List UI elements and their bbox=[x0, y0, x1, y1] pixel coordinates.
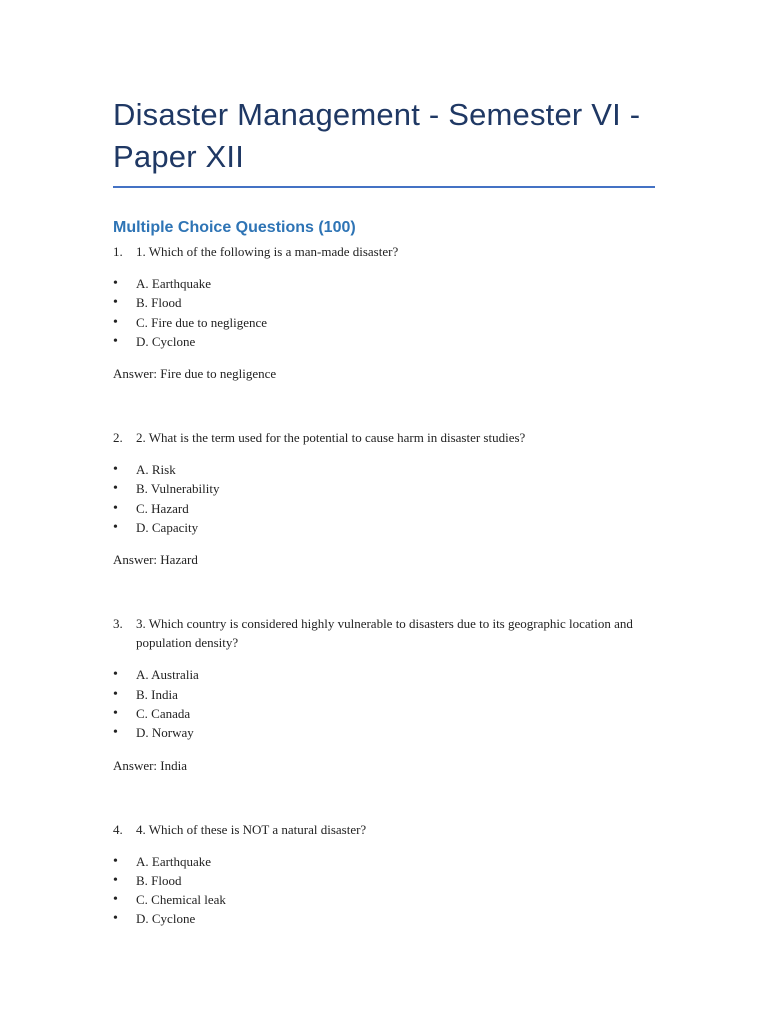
option-item bbox=[113, 460, 656, 479]
title-underline-divider bbox=[113, 186, 655, 188]
option-item bbox=[113, 723, 656, 742]
question-text-line bbox=[113, 428, 656, 447]
question-list-number: 1. bbox=[113, 244, 123, 259]
option-item bbox=[113, 909, 656, 928]
option-item bbox=[113, 499, 656, 518]
option-text: B. Flood bbox=[136, 295, 182, 311]
option-text: D. Cyclone bbox=[136, 911, 196, 927]
question-text: 3. Which country is considered highly vulnerable to disasters due to its geographic location and population density? bbox=[136, 616, 633, 651]
bullet-icon: • bbox=[113, 500, 118, 516]
question-text-line bbox=[113, 242, 656, 261]
bullet-icon: • bbox=[113, 705, 118, 721]
option-item bbox=[113, 274, 656, 293]
answer-text: Answer: Fire due to negligence bbox=[113, 366, 277, 382]
question-text-line bbox=[113, 614, 656, 652]
section-heading: Multiple Choice Questions (100) bbox=[113, 219, 356, 236]
option-item bbox=[113, 518, 656, 537]
option-item bbox=[113, 890, 656, 909]
option-text: B. India bbox=[136, 686, 178, 702]
bullet-icon: • bbox=[113, 667, 118, 683]
document-title: Disaster Management - Semester VI - Paper XII bbox=[113, 97, 641, 174]
bullet-icon: • bbox=[113, 911, 118, 927]
option-item bbox=[113, 293, 656, 312]
bullet-icon: • bbox=[113, 872, 118, 888]
option-text: B. Vulnerability bbox=[136, 481, 220, 497]
bullet-icon: • bbox=[113, 481, 118, 497]
bullet-icon: • bbox=[113, 333, 118, 349]
question-text: 4. Which of these is NOT a natural disaster? bbox=[136, 821, 367, 837]
document-page bbox=[113, 0, 656, 929]
option-text: A. Risk bbox=[136, 462, 176, 478]
option-text: A. Earthquake bbox=[136, 853, 212, 869]
option-text: D. Capacity bbox=[136, 520, 199, 536]
question-list-number: 2. bbox=[113, 430, 123, 446]
bullet-icon: • bbox=[113, 892, 118, 908]
option-text: D. Norway bbox=[136, 725, 194, 741]
option-item bbox=[113, 313, 656, 332]
bullet-icon: • bbox=[113, 520, 118, 536]
bullet-icon: • bbox=[113, 725, 118, 741]
option-item bbox=[113, 852, 656, 871]
option-text: C. Fire due to negligence bbox=[136, 314, 268, 330]
question-list-number: 3. bbox=[113, 616, 123, 632]
question-text: 1. Which of the following is a man-made disaster? bbox=[136, 244, 399, 259]
option-item bbox=[113, 704, 656, 723]
option-text: A. Australia bbox=[136, 667, 199, 683]
bullet-icon: • bbox=[113, 462, 118, 478]
bullet-icon: • bbox=[113, 314, 118, 330]
option-text: B. Flood bbox=[136, 872, 182, 888]
answer-text: Answer: India bbox=[113, 757, 188, 773]
question-4 bbox=[113, 820, 656, 929]
option-item bbox=[113, 685, 656, 704]
option-list bbox=[113, 665, 656, 742]
option-text: C. Canada bbox=[136, 705, 191, 721]
bullet-icon: • bbox=[113, 295, 118, 311]
bullet-icon: • bbox=[113, 276, 118, 291]
option-item bbox=[113, 479, 656, 498]
question-list-number: 4. bbox=[113, 821, 123, 837]
option-text: C. Chemical leak bbox=[136, 892, 226, 908]
bullet-icon: • bbox=[113, 686, 118, 702]
question-3 bbox=[113, 614, 656, 774]
option-list bbox=[113, 852, 656, 929]
answer-text: Answer: Hazard bbox=[113, 552, 198, 568]
question-1 bbox=[113, 242, 656, 383]
option-item bbox=[113, 665, 656, 684]
option-text: C. Hazard bbox=[136, 500, 189, 516]
option-list bbox=[113, 274, 656, 351]
question-2 bbox=[113, 428, 656, 569]
option-item bbox=[113, 332, 656, 351]
option-text: A. Earthquake bbox=[136, 276, 212, 291]
option-text: D. Cyclone bbox=[136, 333, 196, 349]
question-text-line bbox=[113, 820, 656, 839]
question-text: 2. What is the term used for the potential to cause harm in disaster studies? bbox=[136, 430, 526, 446]
option-list bbox=[113, 460, 656, 537]
bullet-icon: • bbox=[113, 853, 118, 869]
option-item bbox=[113, 871, 656, 890]
